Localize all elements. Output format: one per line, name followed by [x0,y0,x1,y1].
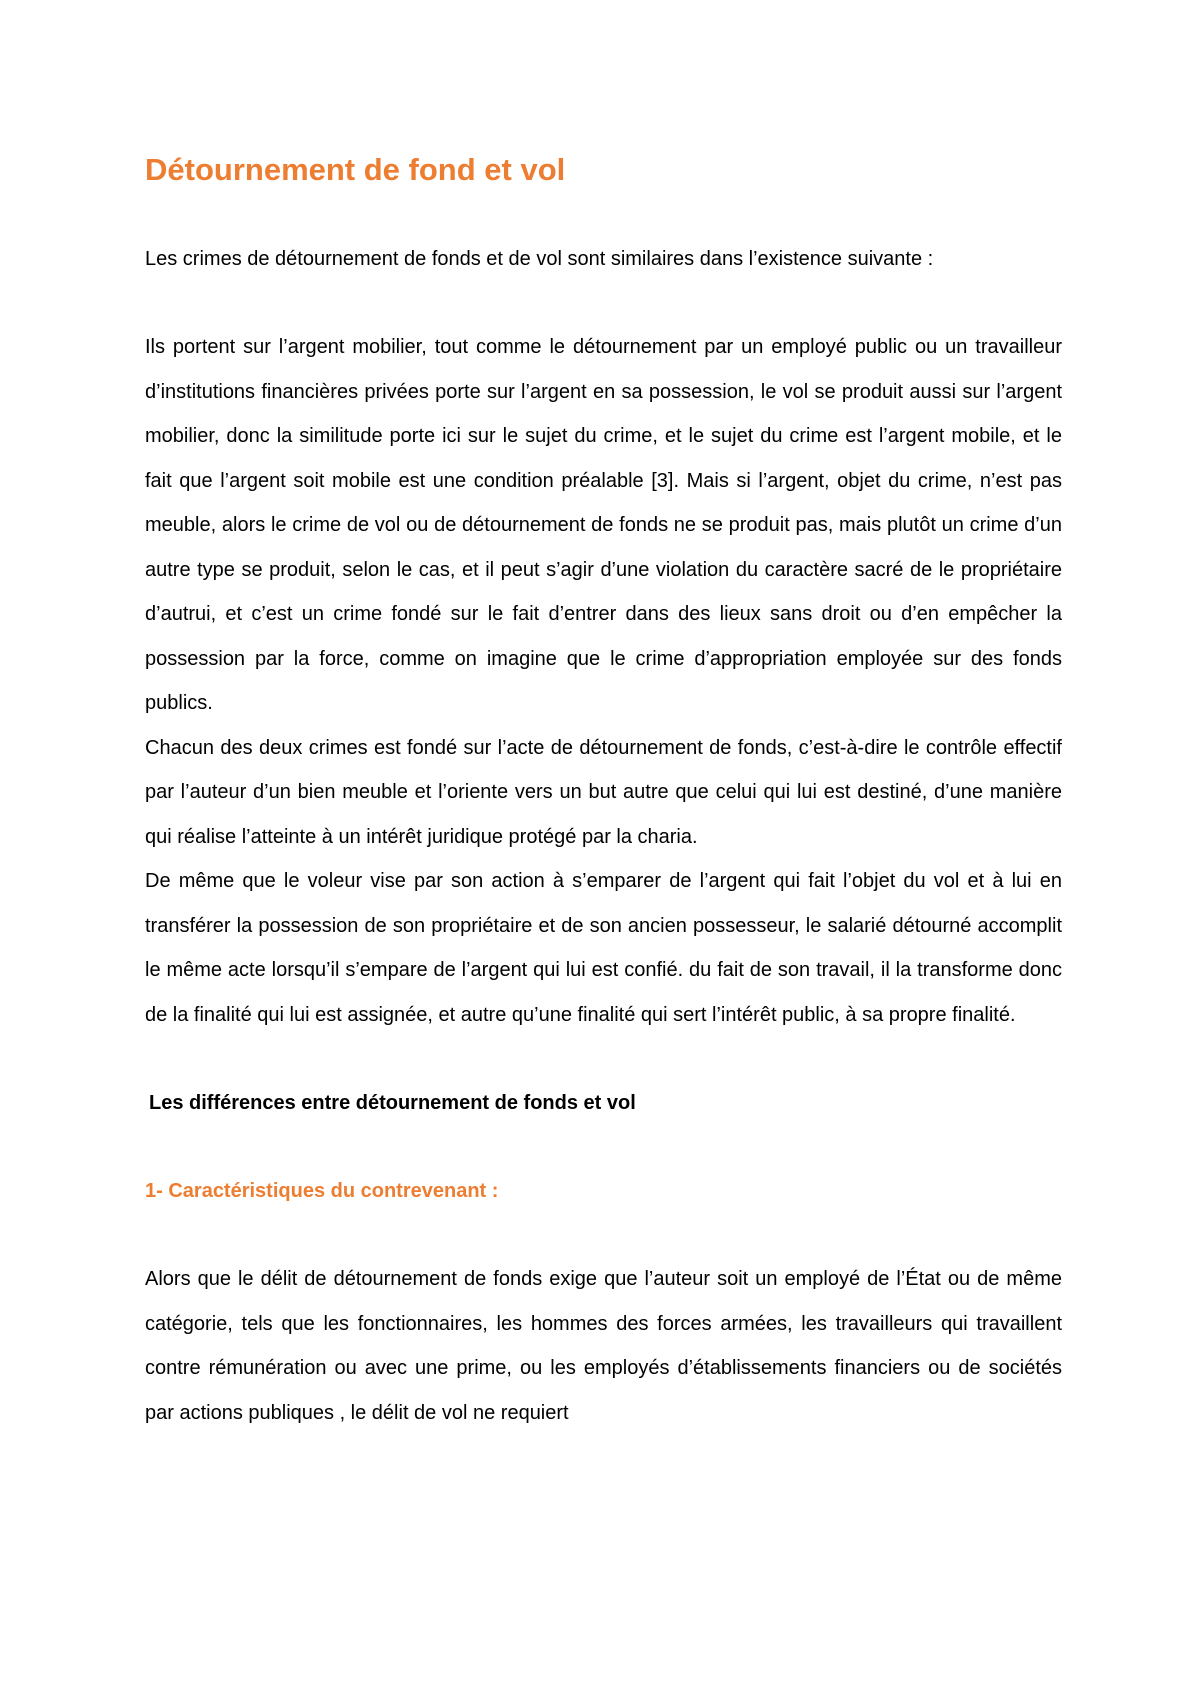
document-title: Détournement de fond et vol [145,152,566,187]
section-heading-1: 1- Caractéristiques du contrevenant : [145,1180,499,1202]
document-body [145,150,1062,1435]
body-paragraph-2: Chacun des deux crimes est fondé sur l’acte de détournement de fonds, c’est-à-dire le contrôle effectif par l’auteur d’un bien meuble et l’oriente vers un but autre que celui qui lui est destiné, d’une manière qui réalise l’atteinte à un intérêt juridique protégé par la charia. [145,736,1062,848]
differences-subheading: Les différences entre détournement de fonds et vol [149,1092,636,1114]
body-paragraph-1: Ils portent sur l’argent mobilier, tout comme le détournement par un employé public ou un travailleur d’institutions financières privées porte sur l’argent en sa possession, le vol se produit aussi sur l’argent mobilier, donc la similitude porte ici sur le sujet du crime, et le sujet du crime est l’argent mobile, et le fait que l’argent soit mobile est une condition préalable [3]. Mais si l’argent, objet du crime, n’est pas meuble, alors le crime de vol ou de détournement de fonds ne se produit pas, mais plutôt un crime d’un autre type se produit, selon le cas, et il peut s’agir d’une violation du caractère sacré de le propriétaire d’autrui, et c’est un crime fondé sur le fait d’entrer dans des lieux sans droit ou d’en empêcher la possession par la force, comme on imagine que le crime d’appropriation employée sur des fonds publics. [145,336,1062,714]
body-paragraph-3: De même que le voleur vise par son action à s’emparer de l’argent qui fait l’objet du vol et à lui en transférer la possession de son propriétaire et de son ancien possesseur, le salarié détourné accomplit le même acte lorsqu’il s’empare de l’argent qui lui est confié. du fait de son travail, il la transforme donc de la finalité qui lui est assignée, et autre qu’une finalité qui sert l’intérêt public, à sa propre finalité. [145,870,1062,1026]
section-paragraph-1: Alors que le délit de détournement de fonds exige que l’auteur soit un employé de l’État ou de même catégorie, tels que les fonctionnaires, les hommes des forces armées, les travailleurs qui travaillent contre rémunération ou avec une prime, ou les employés d’établissements financiers ou de sociétés par actions publiques , le délit de vol ne requiert [145,1268,1062,1424]
intro-paragraph: Les crimes de détournement de fonds et de vol sont similaires dans l’existence suivante : [145,248,934,270]
